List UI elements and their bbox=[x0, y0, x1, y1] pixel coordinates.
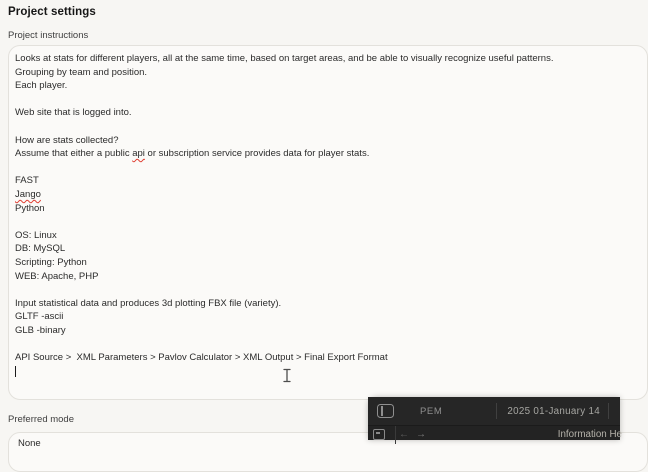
text-line bbox=[15, 188, 641, 202]
text-line bbox=[15, 283, 641, 297]
text-line: GLTF -ascii bbox=[15, 311, 64, 323]
overlay-info-text: Information He bbox=[557, 429, 622, 440]
overlay-date: 2025 01-January 14 bbox=[507, 405, 600, 417]
text-line: Input statistical data and produces 3d plotting FBX file (variety). bbox=[15, 297, 282, 309]
overlay-toolbar bbox=[368, 426, 620, 440]
text-line: Grouping by team and position. bbox=[15, 66, 148, 78]
preferred-mode-label: Preferred mode bbox=[8, 414, 75, 425]
overlay-app-label: PEM bbox=[420, 405, 443, 417]
text-line: Assume that either a public api or subscription service provides data for player stats. bbox=[15, 148, 370, 160]
text-line: DB: MySQL bbox=[15, 243, 66, 255]
overlay-titlebar bbox=[368, 397, 620, 426]
panel-window-icon[interactable] bbox=[373, 429, 385, 440]
overlay-window bbox=[368, 397, 620, 440]
text-line bbox=[15, 93, 641, 107]
text-line: Looks at stats for different players, all at the same time, based on target areas, and be able to visually recognize useful patterns. bbox=[15, 53, 554, 64]
text-line: Each player. bbox=[15, 80, 68, 92]
text-line: WEB: Apache, PHP bbox=[15, 270, 99, 282]
misspelled-word: api bbox=[132, 148, 145, 160]
text-line bbox=[15, 161, 641, 175]
preferred-mode-value: None bbox=[18, 438, 41, 449]
forward-arrow-icon[interactable]: → bbox=[416, 429, 426, 440]
text-line: Web site that is logged into. bbox=[15, 107, 132, 119]
text-line: API Source > XML Parameters > Pavlov Calculator > XML Output > Final Export Format bbox=[15, 352, 388, 364]
project-instructions-textarea[interactable] bbox=[8, 45, 648, 400]
text-caret bbox=[15, 366, 16, 377]
misspelled-word: Jango bbox=[15, 188, 41, 200]
text-line bbox=[15, 365, 641, 379]
text-line: GLB -binary bbox=[15, 324, 66, 336]
back-arrow-icon[interactable]: ← bbox=[399, 429, 409, 440]
text-line bbox=[15, 120, 641, 134]
text-line: How are stats collected? bbox=[15, 134, 119, 146]
sidebar-toggle-icon[interactable] bbox=[377, 404, 394, 418]
titlebar-divider bbox=[608, 403, 609, 419]
text-line bbox=[15, 337, 641, 351]
instructions-label: Project instructions bbox=[8, 30, 89, 41]
text-line: Scripting: Python bbox=[15, 256, 87, 268]
toolbar-divider bbox=[395, 426, 396, 444]
instructions-text bbox=[15, 52, 641, 378]
page-title: Project settings bbox=[8, 6, 96, 18]
text-line: FAST bbox=[15, 175, 39, 187]
titlebar-divider bbox=[496, 403, 497, 419]
text-line bbox=[15, 215, 641, 229]
text-line: OS: Linux bbox=[15, 229, 57, 241]
text-line: Python bbox=[15, 202, 45, 214]
